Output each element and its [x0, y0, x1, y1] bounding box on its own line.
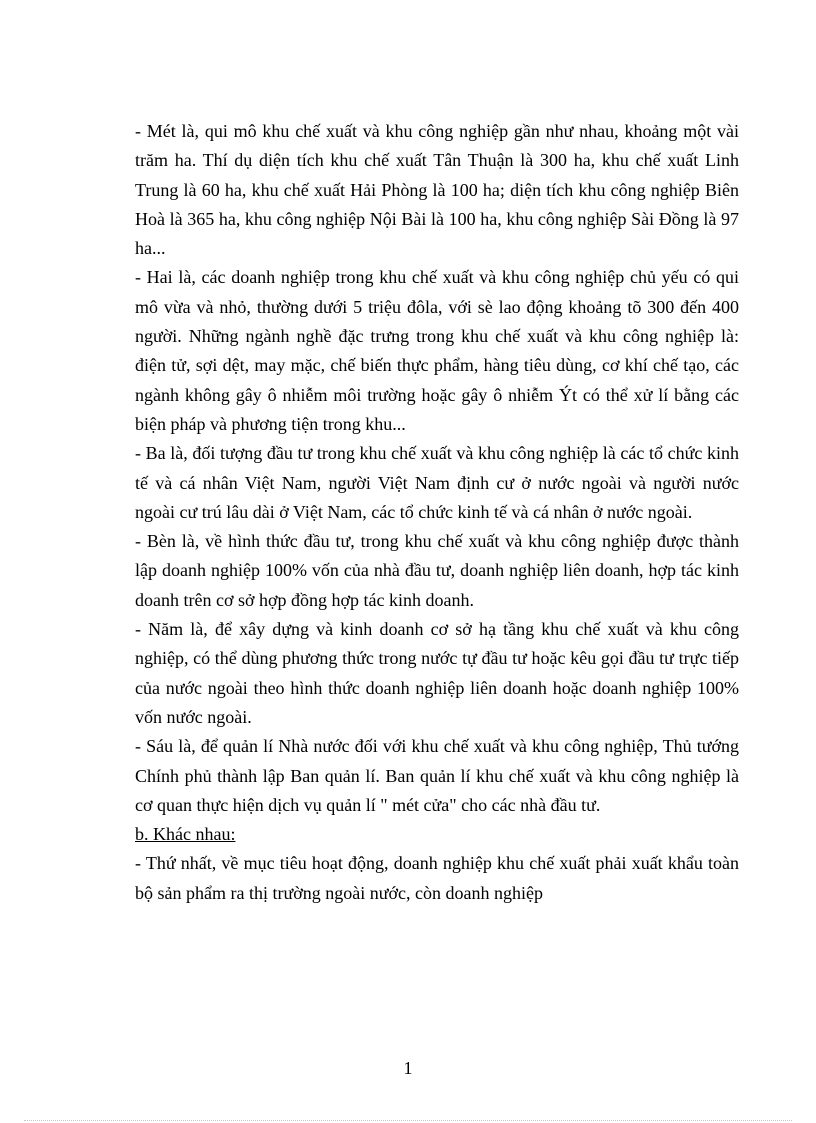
paragraph-sixth-similarity: - Sáu là, để quản lí Nhà nước đối với khu chế xuất và khu công nghiệp, Thủ tướng Chính phủ thành lập Ban quản lí. Ban quản lí khu chế xuất và khu công nghiệp là cơ quan thực hiện dịch vụ quản lí " mét cửa" cho các nhà đầu tư.: [135, 736, 739, 815]
page-number: 1: [403, 1058, 413, 1078]
paragraph-fourth-similarity: - Bèn là, về hình thức đầu tư, trong khu chế xuất và khu công nghiệp được thành lập doanh nghiệp 100% vốn của nhà đầu tư, doanh nghiệp liên doanh, hợp tác kinh doanh trên cơ sở hợp đồng hợp tác kinh doanh.: [135, 531, 739, 610]
paragraph-second-similarity: - Hai là, các doanh nghiệp trong khu chế xuất và khu công nghiệp chủ yếu có qui mô vừa và nhỏ, thường dưới 5 triệu đôla, với sè lao động khoảng tõ 300 đến 400 người. Những ngành nghề đặc trưng trong khu chế xuất và khu công nghiệp là: điện tử, sợi dệt, may mặc, chế biến thực phẩm, hàng tiêu dùng, cơ khí chế tạo, các ngành không gây ô nhiễm môi trường hoặc gây ô nhiễm Ýt có thể xử lí bằng các biện pháp và phương tiện trong khu...: [135, 267, 739, 434]
paragraph-first-difference: - Thứ nhất, về mục tiêu hoạt động, doanh nghiệp khu chế xuất phải xuất khẩu toàn bộ sản phẩm ra thị trường ngoài nước, còn doanh nghiệp: [135, 853, 739, 903]
paragraph-first-similarity: - Mét là, qui mô khu chế xuất và khu công nghiệp gần như nhau, khoảng một vài trăm ha. Thí dụ diện tích khu chế xuất Tân Thuận là 300 ha, khu chế xuất Linh Trung là 60 ha, khu chế xuất Hải Phòng là 100 ha; diện tích khu công nghiệp Biên Hoà là 365 ha, khu công nghiệp Nội Bài là 100 ha, khu công nghiệp Sài Đồng là 97 ha...: [135, 121, 739, 259]
page-bottom-divider: [24, 1120, 792, 1121]
document-body: [135, 117, 739, 908]
section-heading-differences: b. Khác nhau:: [135, 824, 236, 845]
paragraph-fifth-similarity: - Năm là, để xây dựng và kinh doanh cơ sở hạ tầng khu chế xuất và khu công nghiệp, có thể dùng phương thức trong nước tự đầu tư hoặc kêu gọi đầu tư trực tiếp của nước ngoài theo hình thức doanh nghiệp liên doanh hoặc doanh nghiệp 100% vốn nước ngoài.: [135, 619, 739, 727]
paragraph-third-similarity: - Ba là, đối tượng đầu tư trong khu chế xuất và khu công nghiệp là các tổ chức kinh tế và cá nhân Việt Nam, người Việt Nam định cư ở nước ngoài và người nước ngoài cư trú lâu dài ở Việt Nam, các tổ chức kinh tế và cá nhân ở nước ngoài.: [135, 443, 739, 522]
